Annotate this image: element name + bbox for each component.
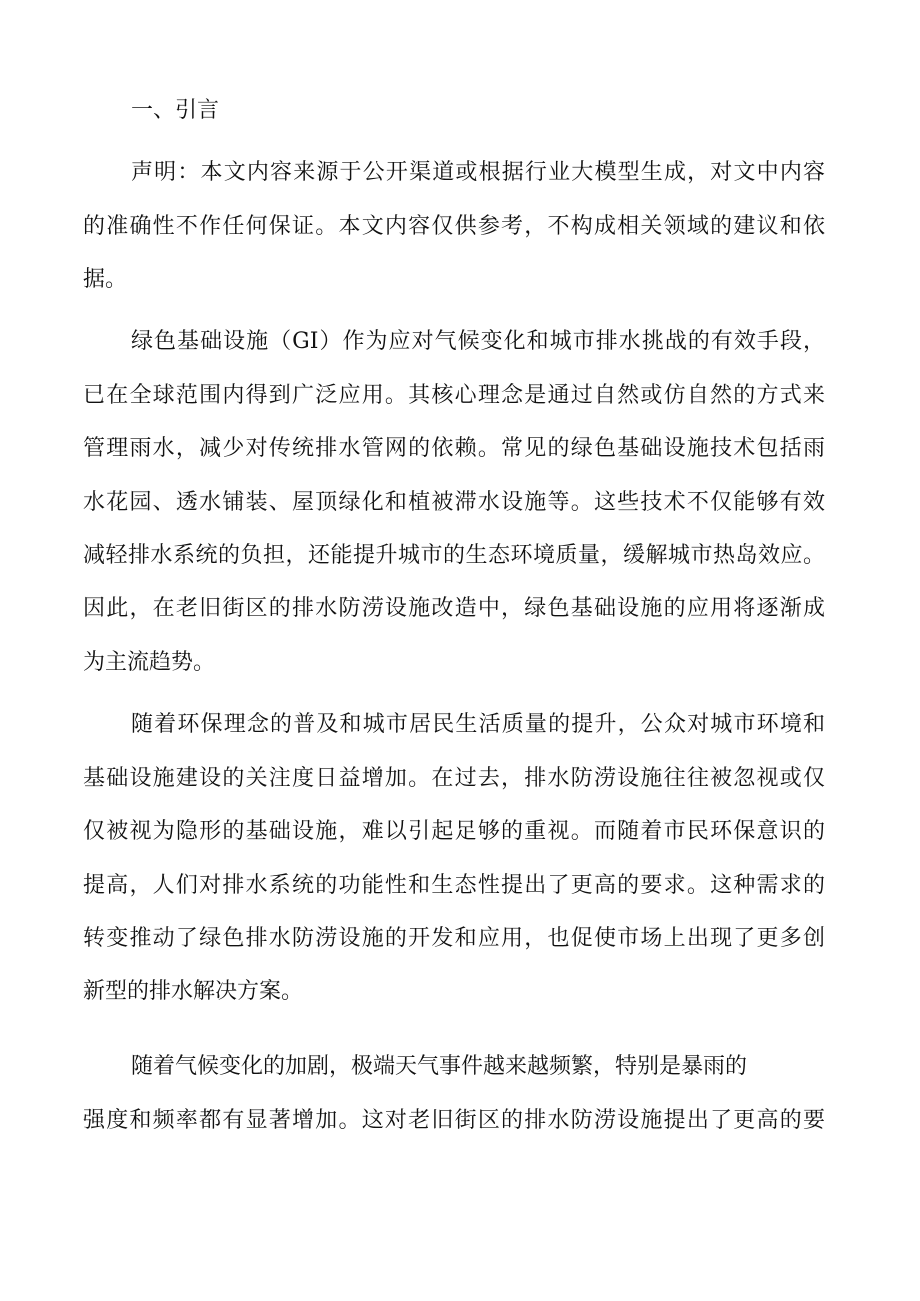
paragraph-line: 绿色基础设施（GI）作为应对气候变化和城市排水挑战的有效手段， [131,329,825,354]
paragraph-line: 管理雨水，减少对传统排水管网的依赖。常见的绿色基础设施技术包括雨 [83,436,825,461]
paragraph-line: 强度和频率都有显著增加。这对老旧街区的排水防涝设施提出了更高的要 [83,1108,825,1133]
paragraph-line: 提高，人们对排水系统的功能性和生态性提出了更高的要求。这种需求的 [83,873,825,898]
paragraph-line: 转变推动了绿色排水防涝设施的开发和应用，也促使市场上出现了更多创 [83,926,825,951]
paragraph-line: 已在全球范围内得到广泛应用。其核心理念是通过自然或仿自然的方式来 [83,383,825,408]
section-heading: 一、引言 [131,98,220,123]
paragraph-line: 基础设施建设的关注度日益增加。在过去，排水防涝设施往往被忽视或仅 [83,766,825,791]
paragraph-line: 随着环保理念的普及和城市居民生活质量的提升，公众对城市环境和 [131,712,825,737]
paragraph-line: 新型的排水解决方案。 [83,979,304,1004]
paragraph-line: 因此，在老旧街区的排水防涝设施改造中，绿色基础设施的应用将逐渐成 [83,596,825,621]
paragraph-line: 为主流趋势。 [83,650,216,675]
paragraph-line: 随着气候变化的加剧，极端天气事件越来越频繁，特别是暴雨的 [131,1054,748,1079]
paragraph-line: 减轻排水系统的负担，还能提升城市的生态环境质量，缓解城市热岛效应。 [83,543,825,568]
paragraph-line: 据。 [83,267,128,292]
paragraph-line: 声明：本文内容来源于公开渠道或根据行业大模型生成，对文中内容 [131,160,825,185]
paragraph-line: 的准确性不作任何保证。本文内容仅供参考，不构成相关领域的建议和依 [83,214,825,239]
paragraph-line: 水花园、透水铺装、屋顶绿化和植被滞水设施等。这些技术不仅能够有效 [83,490,825,515]
paragraph-line: 仅被视为隐形的基础设施，难以引起足够的重视。而随着市民环保意识的 [83,819,825,844]
